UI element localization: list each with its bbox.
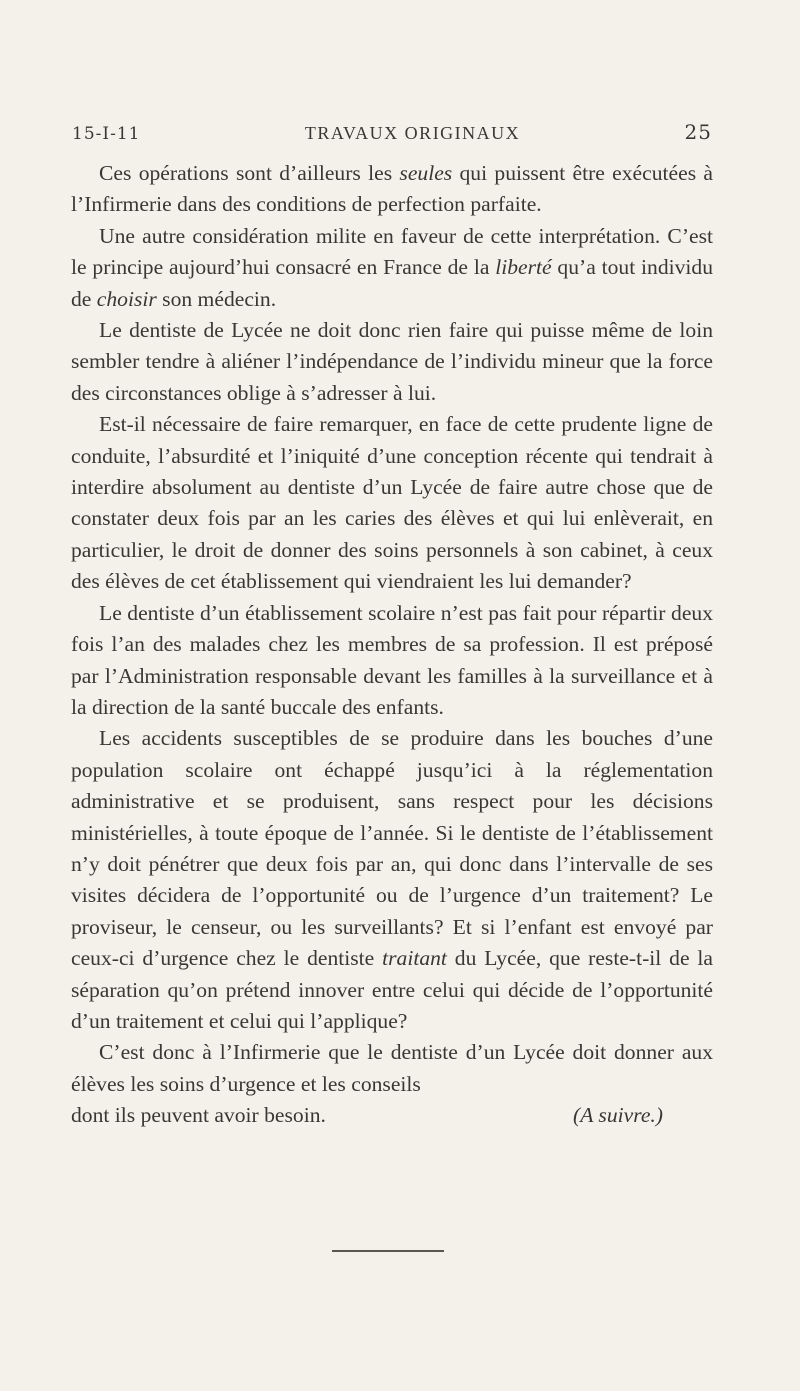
emphasis-liberte: liberté (495, 255, 552, 280)
closing-line (71, 1100, 713, 1131)
end-rule (332, 1250, 444, 1252)
running-header (72, 120, 712, 144)
text-run: Ces opérations sont d’ailleurs les (99, 161, 400, 185)
article-body (71, 158, 713, 1132)
continuation-note: (A suivre.) (573, 1103, 663, 1128)
paragraph-6 (71, 723, 713, 1037)
paragraph-1 (71, 158, 713, 221)
paragraph-7: C’est donc à l’Infirmerie que le dentiste d’un Lycée doit donner aux élèves les soins d’urgence et les conseils (71, 1040, 713, 1096)
emphasis-choisir: choisir (96, 286, 157, 311)
closing-text: dont ils peuvent avoir besoin. (71, 1103, 326, 1128)
text-run: qui puissent être exécutées à l’Infirmerie dans des conditions de perfection parfaite. (71, 161, 713, 217)
header-title: TRAVAUX ORIGINAUX (304, 123, 521, 143)
text-run: Les accidents susceptibles de se produire dans les bouches d’une population scolaire ont échappé jusqu’ici à la réglementation administrative et se produisent, sans respect pour les décisions ministérielles, à toute époque de l’année. Si le dentiste de l’établissement n’y doit pénétrer que deux fois par an, qui donc dans l’intervalle de ses visites décidera de l’opportunité ou de l’urgence d’un traitement? Le proviseur, le censeur, ou les surveillants? Et si l’enfant est envoyé par ceux-ci d’urgence chez le dentiste (71, 726, 713, 971)
paragraph-5: Le dentiste d’un établissement scolaire n’est pas fait pour répartir deux fois l’an des malades chez les membres de sa profession. Il est préposé par l’Administration responsable devant les familles à la surveillance et à la direction de la santé buccale des enfants. (71, 600, 713, 719)
text-run: qu’a tout individu de (71, 255, 714, 311)
text-run: son médecin. (156, 286, 277, 311)
page-number: 25 (684, 120, 712, 144)
paragraph-3: Le dentiste de Lycée ne doit donc rien faire qui puisse même de loin sembler tendre à aliéner l’indépendance de l’individu mineur que la force des circonstances oblige à s’adresser à lui. (71, 318, 713, 405)
paragraph-4: Est-il nécessaire de faire remarquer, en face de cette prudente ligne de conduite, l’absurdité et l’iniquité d’une conception récente qui tendrait à interdire absolument au dentiste d’un Lycée de faire autre chose que de constater deux fois par an les caries des élèves et qui lui enlèverait, en particulier, le droit de donner des soins personnels à son cabinet, à ceux des élèves de cet établissement qui viendraient les lui demander? (71, 412, 713, 594)
header-date: 15-I-11 (72, 124, 141, 144)
text-run: du Lycée, que reste-t-il de la séparation qu’on prétend innover entre celui qui décide de l’opportunité d’un traitement et celui qui l’applique? (71, 946, 714, 1033)
paragraph-2 (71, 221, 713, 315)
text-run: Une autre considération milite en faveur de cette interprétation. C’est le principe aujourd’hui consacré en France de la (71, 223, 713, 280)
emphasis-traitant: traitant (382, 946, 447, 971)
emphasis-seules: seules (399, 161, 453, 185)
